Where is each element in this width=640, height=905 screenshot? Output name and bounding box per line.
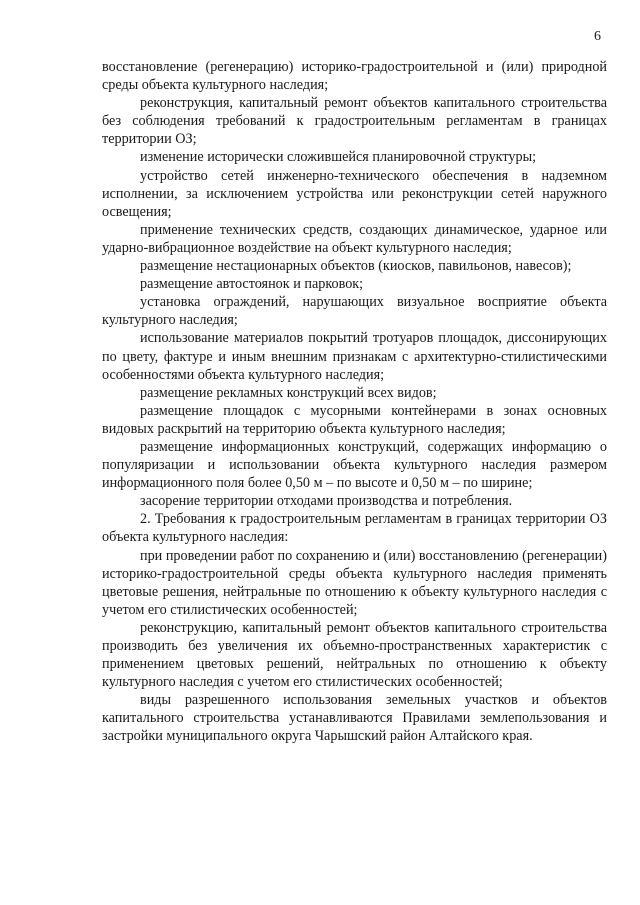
paragraph: реконструкция, капитальный ремонт объектов капитального строительства без соблюдения требований к градостроительным регламентам в границах территории ОЗ;: [102, 95, 607, 148]
paragraph: при проведении работ по сохранению и (или) восстановлению (регенерации) историко-градостроительной среды объекта культурного наследия применять цветовые решения, нейтральные по отношению к объекту культурного наследия с учетом его стилистических особенностей;: [102, 547, 607, 618]
page-number: 6: [594, 29, 601, 44]
paragraph: размещение нестационарных объектов (киосков, павильонов, навесов);: [140, 258, 572, 275]
paragraph: засорение территории отходами производства и потребления.: [140, 493, 513, 510]
section-heading: 2. Требования к градостроительным регламентам в границах территории ОЗ объекта культурного наследия:: [102, 511, 607, 546]
paragraph: установка ограждений, нарушающих визуальное восприятие объекта культурного наследия;: [102, 294, 607, 329]
paragraph: размещение площадок с мусорными контейнерами в зонах основных видовых раскрытий на территорию объекта культурного наследия;: [102, 402, 607, 437]
paragraph: размещение автостоянок и парковок;: [140, 276, 364, 293]
paragraph: восстановление (регенерацию) историко-градостроительной и (или) природной среды объекта культурного наследия;: [102, 59, 607, 94]
paragraph: устройство сетей инженерно-технического обеспечения в надземном исполнении, за исключением устройства или реконструкции сетей наружного освещения;: [102, 167, 607, 220]
paragraph: размещение рекламных конструкций всех видов;: [140, 384, 437, 401]
paragraph: реконструкцию, капитальный ремонт объектов капитального строительства производить без увеличения их объемно-пространственных характеристик с применением цветовых решений, нейтральных по отношению к объекту культурного наследия с учетом его стилистических особенностей;: [102, 619, 607, 691]
document-body: [102, 58, 607, 746]
paragraph: изменение исторически сложившейся планировочной структуры;: [140, 149, 537, 166]
paragraph: применение технических средств, создающих динамическое, ударное или ударно-вибрационное воздействие на объект культурного наследия;: [102, 221, 607, 256]
paragraph: виды разрешенного использования земельных участков и объектов капитального строительства устанавливаются Правилами землепользования и застройки муниципального округа Чарышский район Алтайского края.: [102, 692, 607, 745]
paragraph: использование материалов покрытий тротуаров площадок, диссонирующих по цвету, фактуре и иным внешним признакам с архитектурно-стилистическими особенностями объекта культурного наследия;: [102, 330, 607, 383]
paragraph: размещение информационных конструкций, содержащих информацию о популяризации и использовании объекта культурного наследия размером информационного поля более 0,50 м – по высоте и 0,50 м – по ширине;: [102, 438, 607, 492]
